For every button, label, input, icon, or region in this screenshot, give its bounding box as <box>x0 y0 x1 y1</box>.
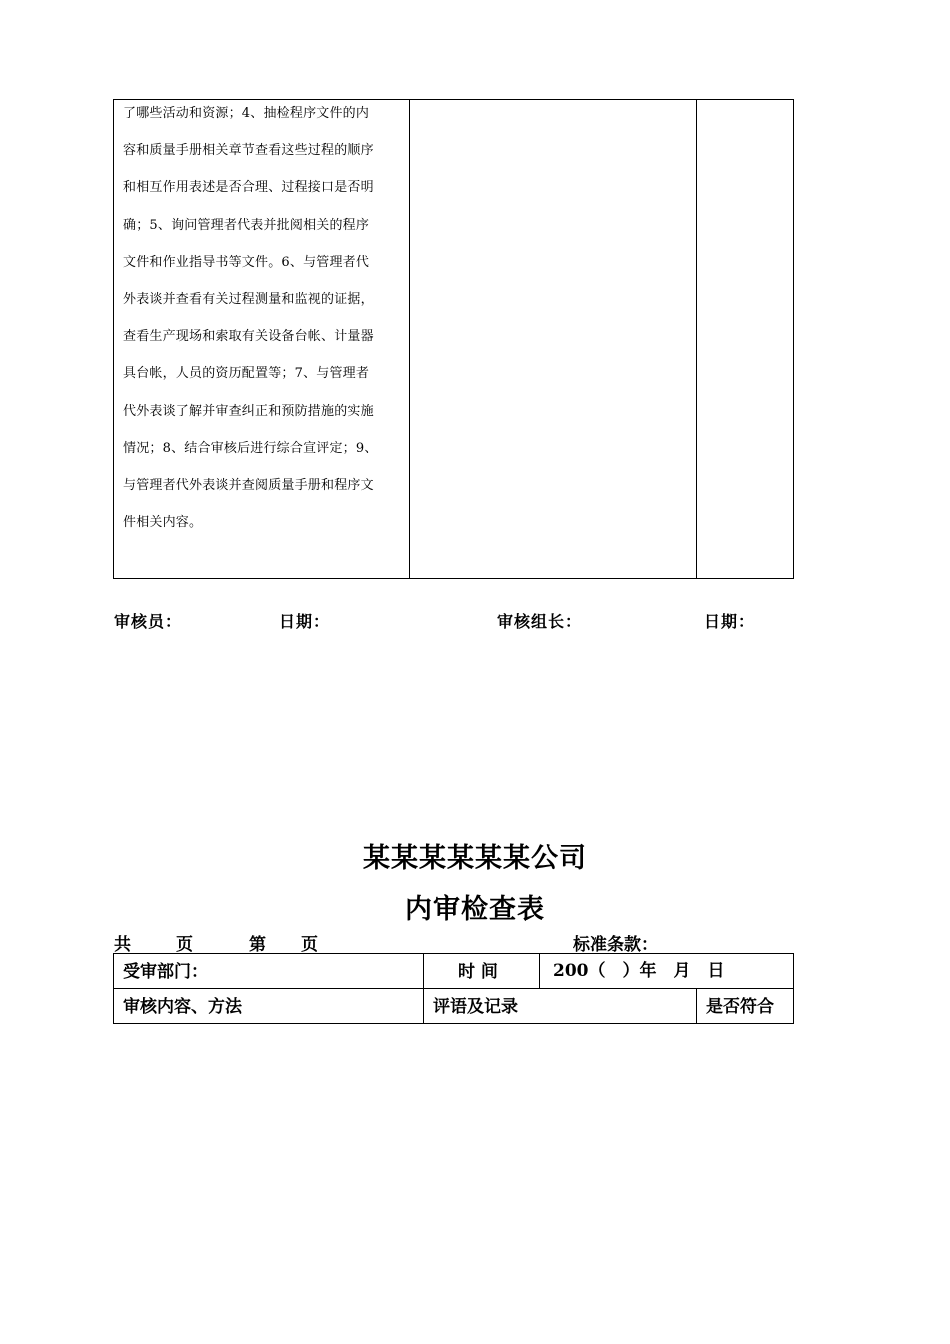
text-line: 和相互作用表述是否合理、过程接口是否明 <box>123 180 374 196</box>
text-line: 具台帐，人员的资历配置等；7、与管理者 <box>123 366 370 382</box>
audit-method-text <box>123 95 378 541</box>
text-line: 外表谈并查看有关过程测量和监视的证据， <box>123 292 374 308</box>
column-header-content: 审核内容、方法 <box>123 997 242 1017</box>
column-divider <box>409 99 410 579</box>
text-line: 了哪些活动和资源；4、抽检程序文件的内 <box>123 106 370 121</box>
page-number-label: 第 <box>249 935 266 955</box>
date-field: 200（ ）年 月 日 <box>553 961 725 981</box>
text-line: 确；5、询问管理者代表并批阅相关的程序 <box>123 217 370 233</box>
column-header-conformity: 是否符合 <box>706 997 774 1017</box>
text-line: 代外表谈了解并审查纠正和预防措施的实施 <box>123 403 374 419</box>
text-line: 件相关内容。 <box>123 515 203 531</box>
form-title: 内审检查表 <box>405 894 545 925</box>
auditor-date-label: 日期： <box>279 612 331 631</box>
page-unit-label: 页 <box>176 935 193 955</box>
column-header-comment: 评语及记录 <box>433 997 518 1017</box>
row-divider <box>113 988 794 989</box>
page-total-label: 共 <box>114 935 131 955</box>
standard-clause-label: 标准条款： <box>573 935 658 955</box>
text-line: 容和质量手册相关章节查看这些过程的顺序 <box>123 143 374 159</box>
auditor-label: 审核员： <box>114 612 183 631</box>
text-line: 情况；8、结合审核后进行综合宣评定；9、 <box>123 440 378 456</box>
text-line: 与管理者代外表谈并查阅质量手册和程序文 <box>123 478 374 494</box>
audited-department-label: 受审部门： <box>123 962 208 982</box>
column-divider <box>539 953 540 988</box>
company-name: 某某某某某某公司 <box>363 843 587 874</box>
page-unit-label: 页 <box>301 935 318 955</box>
leader-label: 审核组长： <box>497 612 583 631</box>
time-label: 时 间 <box>458 962 498 982</box>
column-divider <box>423 953 424 1024</box>
leader-date-label: 日期： <box>704 612 756 631</box>
column-divider <box>696 99 697 579</box>
text-line: 文件和作业指导书等文件。6、与管理者代 <box>123 254 370 270</box>
column-divider <box>696 988 697 1024</box>
text-line: 查看生产现场和索取有关设备台帐、计量器 <box>123 329 374 345</box>
